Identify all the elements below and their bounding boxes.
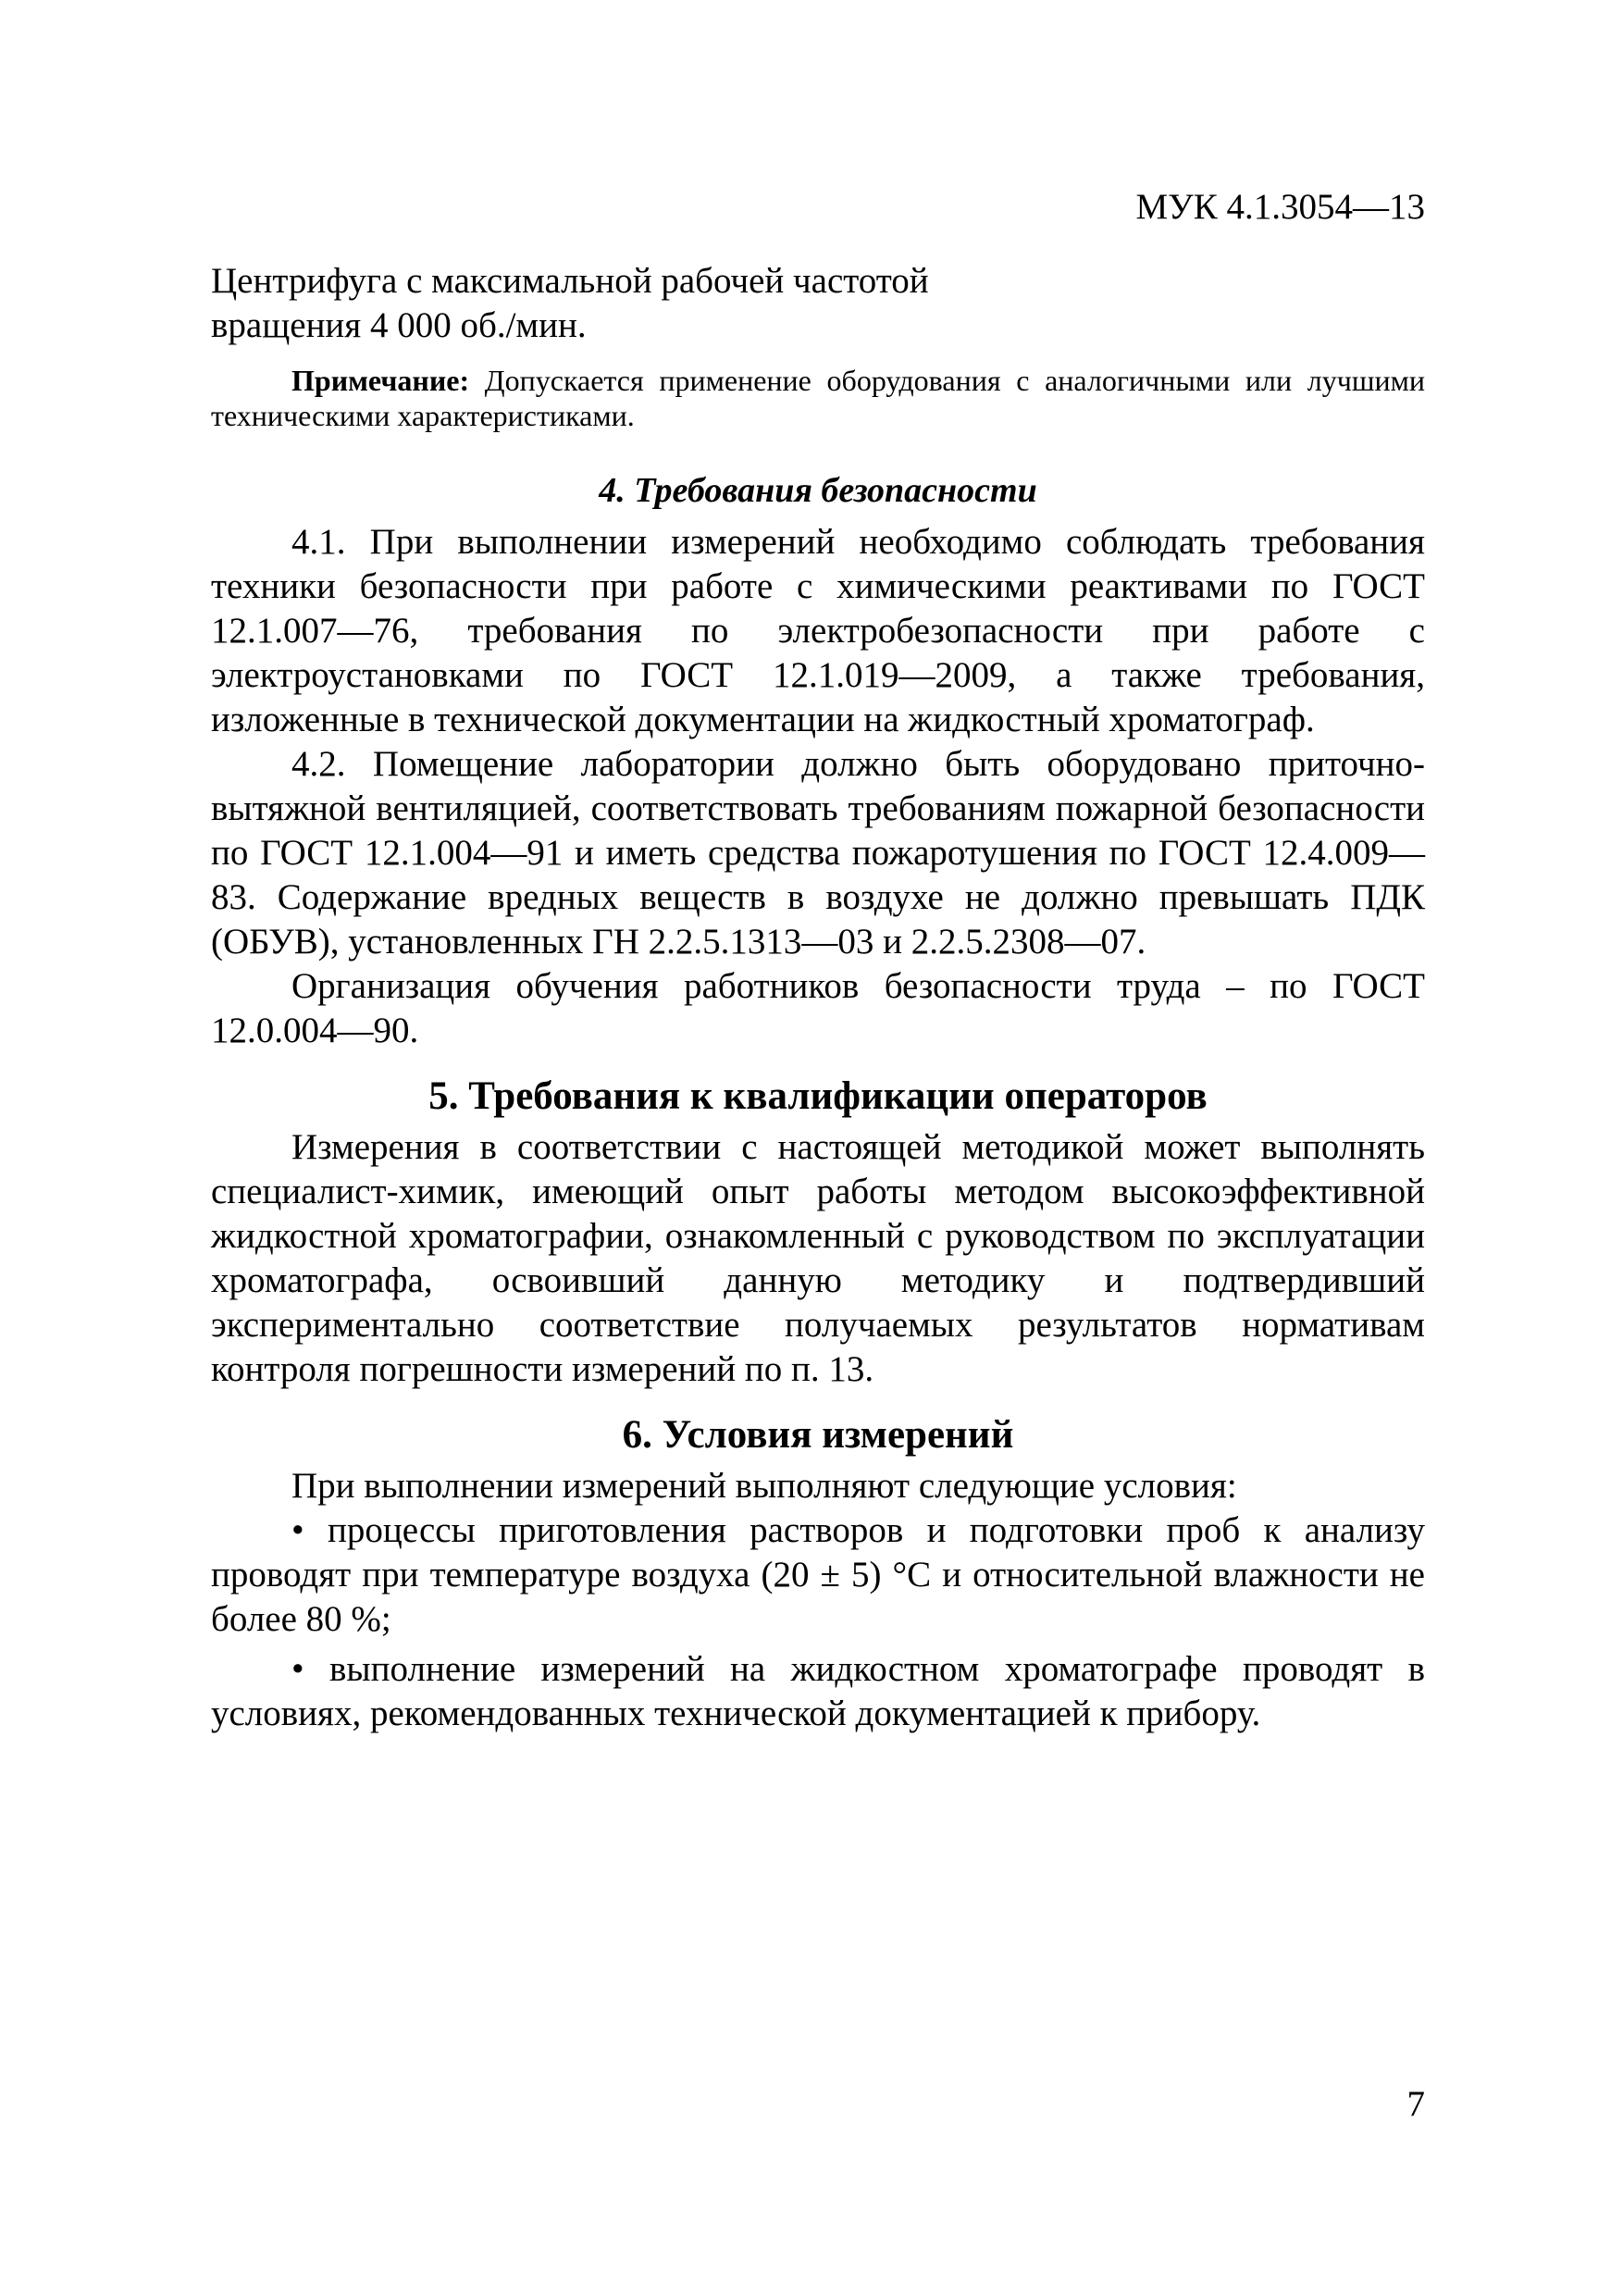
section-4-paragraph-1: 4.1. При выполнении измерений необходимо соблюдать требования техники безопасности при работе с химическими реактивами по ГОСТ 12.1.007—76, требования по электробезопасности при работе с электроустановками по ГОСТ 12.1.019—2009, а также требования, изложенные в технической документации на жидкостный хроматограф. xyxy=(211,522,1425,739)
section-4-paragraph-3: Организация обучения работников безопасности труда – по ГОСТ 12.0.004—90. xyxy=(211,966,1425,1050)
list-item: • выполнение измерений на жидкостном хроматографе проводят в условиях, рекомендованных технической документацией к прибору. xyxy=(211,1649,1425,1733)
document-code-header: МУК 4.1.3054—13 xyxy=(1135,187,1425,227)
note-text: Допускается применение оборудования с аналогичными или лучшими техническими характеристиками. xyxy=(211,364,1425,432)
section-6-title: 6. Условия измерений xyxy=(622,1413,1014,1457)
section-5-paragraph-1: Измерения в соответствии с настоящей методикой может выполнять специалист-химик, имеющий опыт работы методом высокоэффективной жидкостной хроматографии, ознакомленный с руководством по эксплуатации хроматографа, освоивший данную методику и подтвердивший экспериментально соответствие получаемых результатов нормативам контроля погрешности измерений по п. 13. xyxy=(211,1127,1425,1389)
section-6-intro: При выполнении измерений выполняют следующие условия: xyxy=(291,1466,1237,1506)
section-4-title: 4. Требования безопасности xyxy=(599,471,1037,510)
section-4-paragraph-2: 4.2. Помещение лаборатории должно быть оборудовано приточно-вытяжной вентиляцией, соответствовать требованиям пожарной безопасности по ГОСТ 12.1.004—91 и иметь средства пожаротушения по ГОСТ 12.4.009—83. Содержание вредных веществ в воздухе не должно превышать ПДК (ОБУВ), установленных ГН 2.2.5.1313—03 и 2.2.5.2308—07. xyxy=(211,744,1425,962)
note-label: Примечание: xyxy=(291,364,470,397)
page-number: 7 xyxy=(1406,2084,1425,2124)
page-content xyxy=(211,185,1425,1736)
list-item: • процессы приготовления растворов и подготовки проб к анализу проводят при температуре воздуха (20 ± 5) °С и относительной влажности не более 80 %; xyxy=(211,1510,1425,1639)
section-5-title: 5. Требования к квалификации операторов xyxy=(428,1074,1208,1118)
equipment-centrifuge: Центрифуга с максимальной рабочей частотой вращения 4 000 об./мин. xyxy=(211,261,929,345)
note-paragraph xyxy=(211,363,1425,433)
